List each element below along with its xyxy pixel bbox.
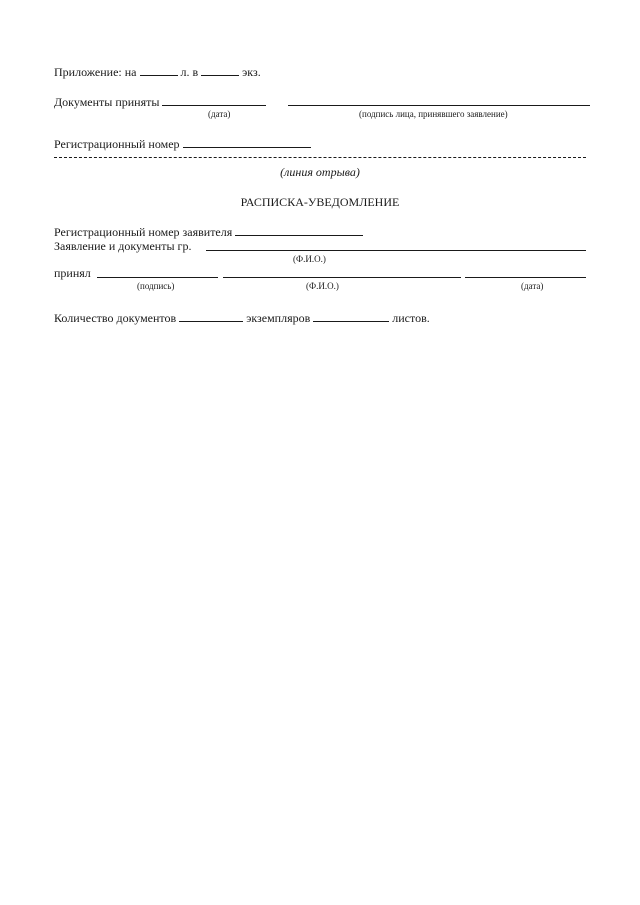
tear-line-caption: (линия отрыва)	[280, 165, 360, 179]
accepted-date-caption: (дата)	[208, 109, 231, 119]
accepted-date-blank[interactable]	[162, 94, 266, 106]
tear-line	[54, 157, 586, 158]
registration-line	[54, 136, 311, 151]
received-fio-caption: (Ф.И.О.)	[306, 281, 339, 291]
application-fio-blank[interactable]	[206, 250, 586, 251]
application-line	[54, 239, 191, 253]
applicant-reg-blank[interactable]	[235, 224, 363, 236]
received-label: принял	[54, 266, 91, 280]
attachment-mid: л. в	[180, 65, 199, 79]
application-fio-caption: (Ф.И.О.)	[293, 254, 326, 264]
registration-label: Регистрационный номер	[54, 137, 180, 151]
application-label: Заявление и документы гр.	[54, 239, 192, 253]
received-date-caption: (дата)	[521, 281, 544, 291]
applicant-reg-line	[54, 224, 363, 239]
received-date-blank[interactable]	[465, 277, 586, 278]
accepted-signature-caption: (подпись лица, принявшего заявление)	[359, 109, 508, 119]
accepted-label: Документы приняты	[54, 95, 160, 109]
count-copies-blank[interactable]	[179, 310, 243, 322]
attachment-suffix: экз.	[242, 65, 261, 79]
received-fio-blank[interactable]	[223, 277, 461, 278]
received-signature-blank[interactable]	[97, 277, 218, 278]
count-mid: экземпляров	[246, 311, 311, 325]
applicant-reg-label: Регистрационный номер заявителя	[54, 225, 233, 239]
attachment-sheets-blank[interactable]	[140, 64, 178, 76]
accepted-signature-blank[interactable]	[288, 105, 590, 106]
count-line	[54, 310, 430, 325]
received-signature-caption: (подпись)	[137, 281, 175, 291]
received-line	[54, 266, 91, 280]
attachment-prefix: Приложение: на	[54, 65, 137, 79]
accepted-line	[54, 94, 266, 109]
registration-number-blank[interactable]	[183, 136, 311, 148]
attachment-line	[54, 64, 261, 79]
count-prefix: Количество документов	[54, 311, 177, 325]
receipt-title: РАСПИСКА-УВЕДОМЛЕНИЕ	[240, 195, 400, 209]
attachment-copies-blank[interactable]	[201, 64, 239, 76]
count-suffix: листов.	[392, 311, 430, 325]
count-sheets-blank[interactable]	[313, 310, 389, 322]
